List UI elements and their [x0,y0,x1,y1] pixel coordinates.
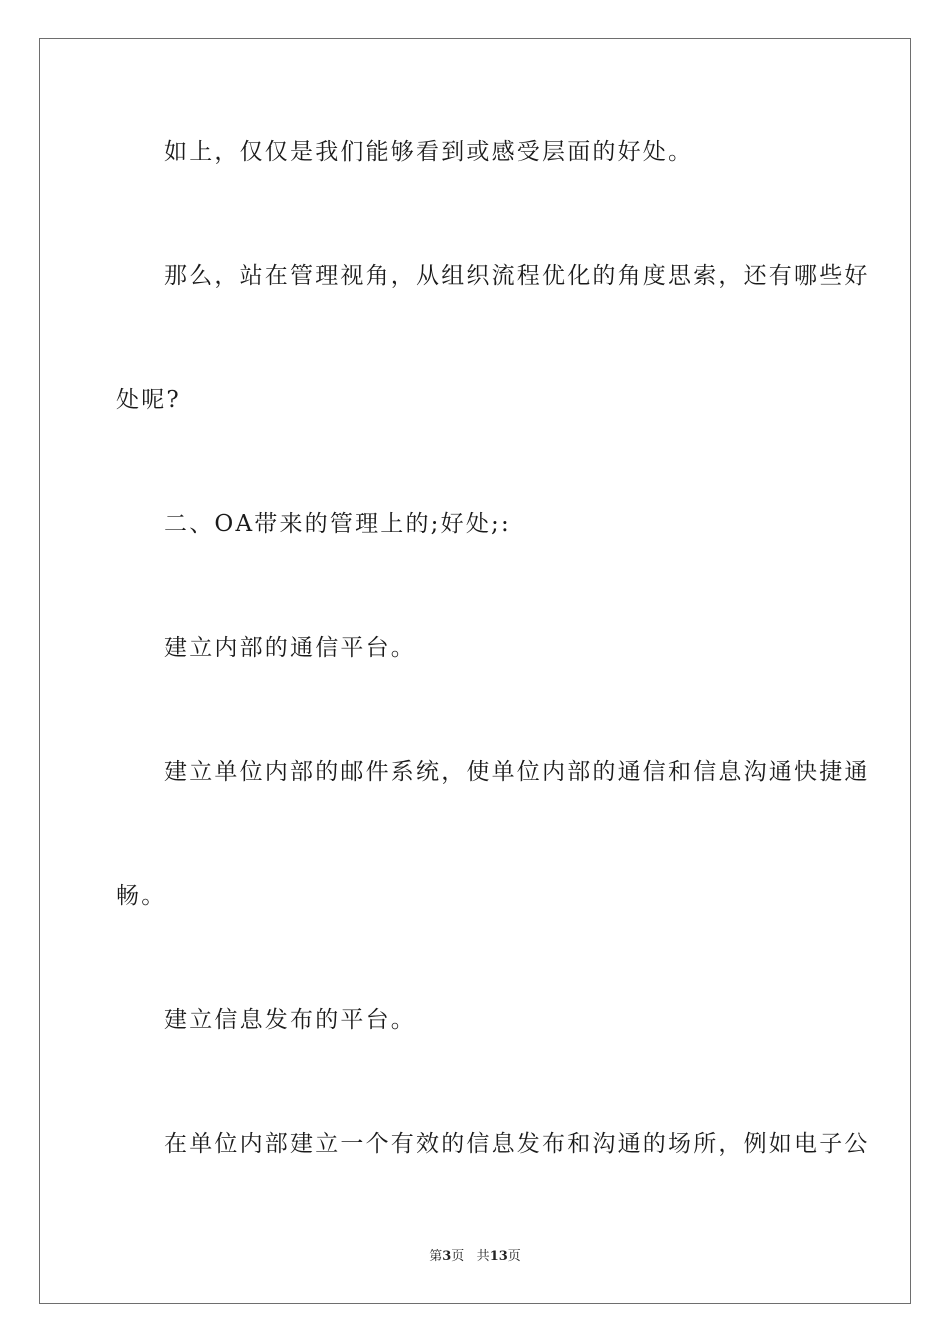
paragraph-line: 那么，站在管理视角，从组织流程优化的角度思索，还有哪些好 [164,263,870,289]
page-suffix: 页 [451,1249,465,1264]
total-prefix: 共 [476,1249,490,1264]
paragraph-line: 建立信息发布的平台。 [164,1007,416,1033]
page-border [39,38,911,1304]
page-number: 3 [442,1249,452,1264]
paragraph-line: 建立单位内部的邮件系统，使单位内部的通信和信息沟通快捷通 [164,759,870,785]
paragraph-line: 如上，仅仅是我们能够看到或感受层面的好处。 [164,139,694,165]
page-prefix: 第 [429,1249,443,1264]
section-heading: 二、OA带来的管理上的;好处;: [164,511,511,537]
paragraph-line: 畅。 [116,883,167,909]
paragraph-line: 建立内部的通信平台。 [164,635,416,661]
paragraph-line: 处呢? [116,387,181,413]
total-suffix: 页 [507,1249,521,1264]
page-footer [0,1248,950,1266]
total-pages: 13 [489,1249,508,1264]
paragraph-line: 在单位内部建立一个有效的信息发布和沟通的场所，例如电子公 [164,1131,870,1157]
